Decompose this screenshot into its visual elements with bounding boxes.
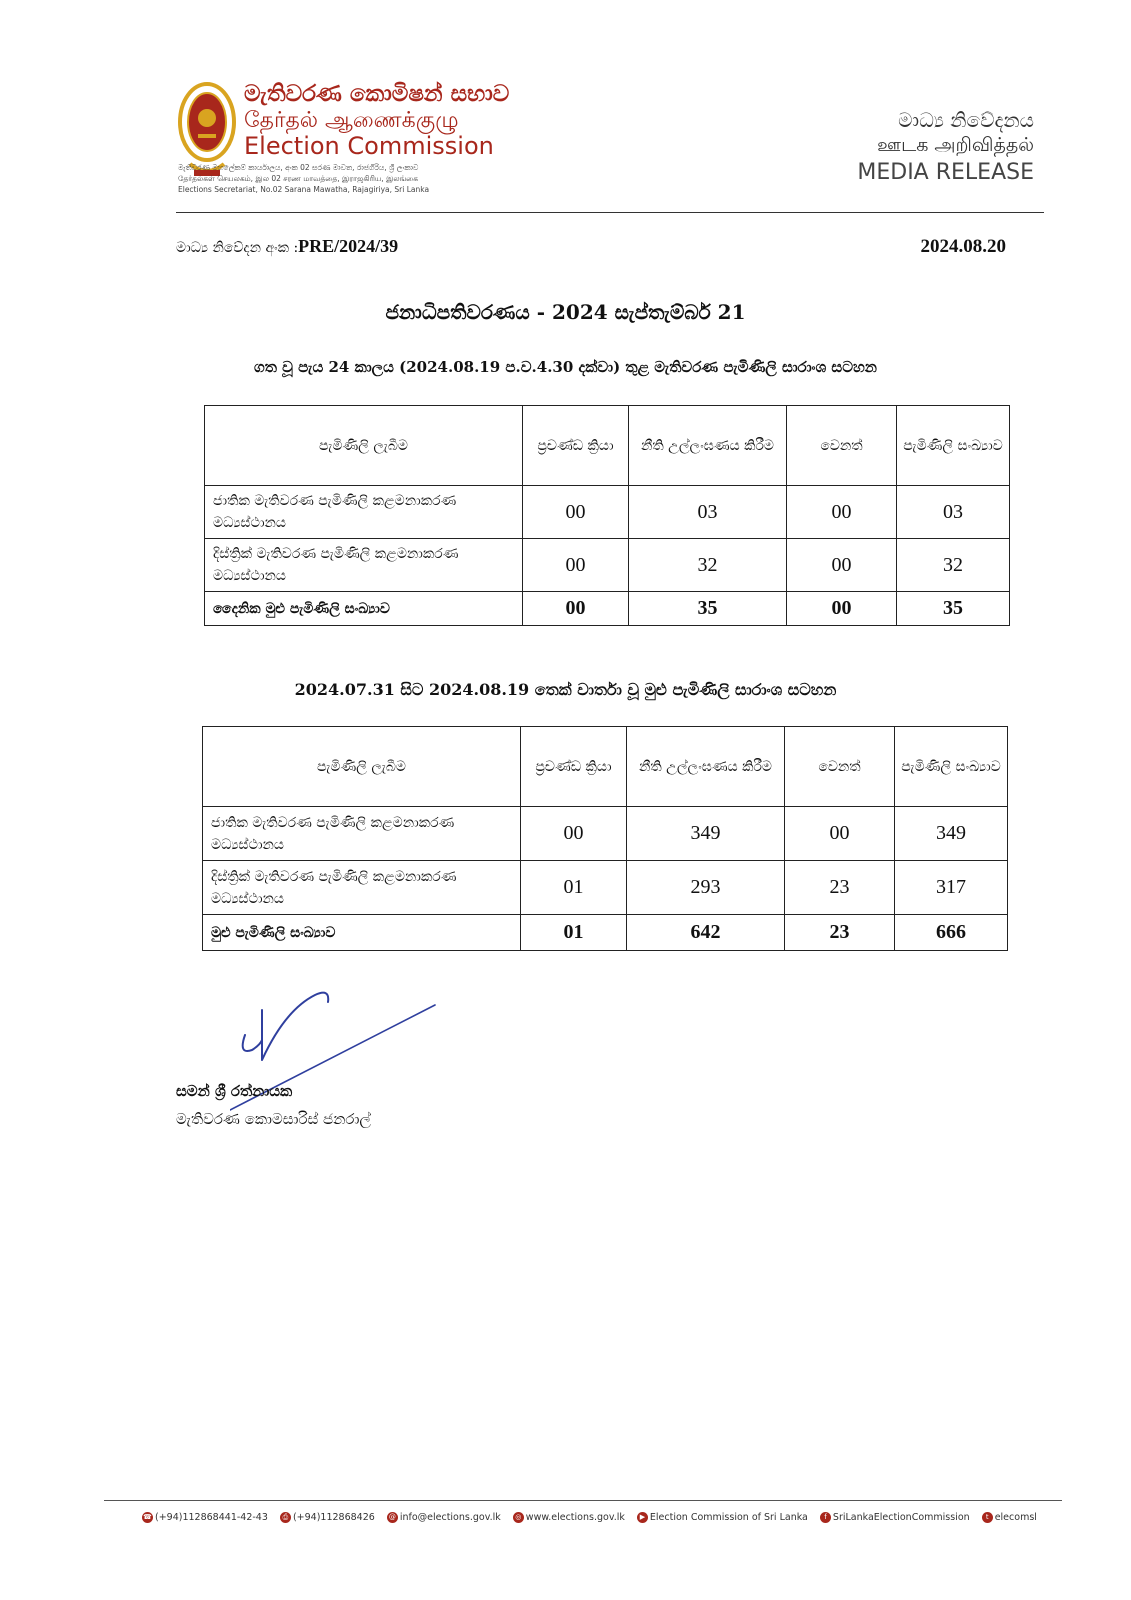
footer-website[interactable]: ◎ www.elections.gov.lk	[513, 1512, 625, 1523]
signatory-name: සමන් ශ්‍රී රත්නායක	[176, 1082, 293, 1100]
row-label: ජාතික මැතිවරණ පැමිණිලි කළමනාකරණ මධ්‍යස්ථානය	[205, 486, 523, 539]
total-value: 00	[523, 592, 629, 626]
column-header: නීති උල්ලංඝණය කිරීම	[629, 406, 787, 486]
youtube-icon: ▶	[637, 1512, 648, 1523]
reference-number	[176, 236, 398, 257]
reference-label: මාධ්‍ය නිවේදන අංක :	[176, 240, 299, 256]
column-header: වෙනත්	[787, 406, 897, 486]
media-release-english: MEDIA RELEASE	[857, 160, 1034, 185]
cell-value: 23	[785, 861, 895, 915]
globe-icon: ◎	[513, 1512, 524, 1523]
cell-value: 317	[895, 861, 1008, 915]
cumulative-complaints-table	[202, 726, 1008, 951]
address-tamil: தேர்தல்கள் செயலகம், இல 02 சரண மாவத்தை, இராஜகிரிய, இலங்கை	[178, 174, 419, 183]
cell-value: 32	[629, 539, 787, 592]
media-release-sinhala: මාධ්‍ය නිවේදනය	[898, 108, 1034, 132]
cell-value: 00	[523, 486, 629, 539]
cell-value: 03	[897, 486, 1010, 539]
org-name-tamil: தேர்தல் ஆணைக்குழு	[244, 108, 459, 133]
release-date: 2024.08.20	[920, 236, 1006, 257]
column-header: නීති උල්ලංඝණය කිරීම	[627, 727, 785, 807]
footer-divider	[104, 1500, 1062, 1501]
footer-youtube[interactable]: ▶ Election Commission of Sri Lanka	[637, 1512, 808, 1523]
column-header: ප්‍රචණ්ඩ ක්‍රියා	[521, 727, 627, 807]
table-row	[203, 861, 1008, 915]
cell-value: 00	[523, 539, 629, 592]
media-release-tamil: ஊடக அறிவித்தல்	[877, 134, 1034, 156]
table-total-row	[203, 915, 1008, 951]
total-value: 35	[629, 592, 787, 626]
fax-icon: ⎙	[280, 1512, 291, 1523]
total-value: 642	[627, 915, 785, 951]
contact-footer	[142, 1512, 1042, 1523]
table-row	[203, 807, 1008, 861]
column-header: පැමිණිලි ලැබීම	[203, 727, 521, 807]
column-header: පැමිණිලි සංඛ්‍යාව	[897, 406, 1010, 486]
column-header: පැමිණිලි සංඛ්‍යාව	[895, 727, 1008, 807]
cell-value: 349	[627, 807, 785, 861]
total-value: 23	[785, 915, 895, 951]
cell-value: 00	[787, 539, 897, 592]
row-label: දිස්ත්‍රික් මැතිවරණ පැමිණිලි කළමනාකරණ මධ්‍යස්ථානය	[203, 861, 521, 915]
footer-twitter[interactable]: t elecomsl	[982, 1512, 1037, 1523]
footer-fax[interactable]: ⎙ (+94)112868426	[280, 1512, 375, 1523]
column-header: ප්‍රචණ්ඩ ක්‍රියා	[523, 406, 629, 486]
total-value: 35	[897, 592, 1010, 626]
footer-phone[interactable]: ☎ (+94)112868441-42-43	[143, 1512, 268, 1523]
row-label: දිස්ත්‍රික් මැතිවරණ පැමිණිලි කළමනාකරණ මධ්‍යස්ථානය	[205, 539, 523, 592]
total-label: මුළු පැමිණිලි සංඛ්‍යාව	[203, 915, 521, 951]
column-header: වෙනත්	[785, 727, 895, 807]
cell-value: 293	[627, 861, 785, 915]
cell-value: 03	[629, 486, 787, 539]
org-name-sinhala: මැතිවරණ කොමිෂන් සභාව	[244, 80, 510, 107]
cell-value: 32	[897, 539, 1010, 592]
facebook-icon: f	[820, 1512, 831, 1523]
total-value: 01	[521, 915, 627, 951]
table-row	[205, 539, 1010, 592]
page-title: ජනාධිපතිවරණය - 2024 සැප්තැම්බර් 21	[385, 300, 746, 324]
row-label: ජාතික මැතිවරණ පැමිණිලි කළමනාකරණ මධ්‍යස්ථානය	[203, 807, 521, 861]
header-divider	[176, 212, 1044, 213]
address-sinhala: මැතිවරණ මහලේකම් කාර්යාලය, අංක 02 සරණ මාවත, රාජගිරිය, ශ්‍රී ලංකාව	[178, 163, 419, 172]
column-header: පැමිණිලි ලැබීම	[205, 406, 523, 486]
cell-value: 00	[521, 807, 627, 861]
signatory-title: මැතිවරණ කොමසාරිස් ජනරාල්	[176, 1110, 371, 1128]
table2-caption: 2024.07.31 සිට 2024.08.19 තෙක් වාර්තා වූ මුළු පැමිණිලි සාරාංශ සටහන	[294, 680, 837, 699]
org-name-english: Election Commission	[244, 132, 494, 160]
twitter-icon: t	[982, 1512, 993, 1523]
total-label: දෛනික මුළු පැමිණිලි සංඛ්‍යාව	[205, 592, 523, 626]
total-value: 666	[895, 915, 1008, 951]
cell-value: 349	[895, 807, 1008, 861]
table-total-row	[205, 592, 1010, 626]
reference-value: PRE/2024/39	[298, 236, 399, 256]
table-header-row	[203, 727, 1008, 807]
daily-complaints-table	[204, 405, 1010, 626]
cell-value: 01	[521, 861, 627, 915]
table-row	[205, 486, 1010, 539]
footer-facebook[interactable]: f SriLankaElectionCommission	[820, 1512, 970, 1523]
total-value: 00	[787, 592, 897, 626]
address-english: Elections Secretariat, No.02 Sarana Mawatha, Rajagiriya, Sri Lanka	[178, 185, 430, 194]
phone-icon: ☎	[143, 1513, 152, 1521]
table-header-row	[205, 406, 1010, 486]
table1-caption: ගත වූ පැය 24 කාලය (2024.08.19 ප.ව.4.30 දක්වා) තුළ මැතිවරණ පැමිණිලි සාරාංශ සටහන	[253, 358, 877, 376]
email-icon: @	[388, 1513, 396, 1521]
cell-value: 00	[787, 486, 897, 539]
cell-value: 00	[785, 807, 895, 861]
footer-email[interactable]: @ info@elections.gov.lk	[388, 1512, 501, 1523]
